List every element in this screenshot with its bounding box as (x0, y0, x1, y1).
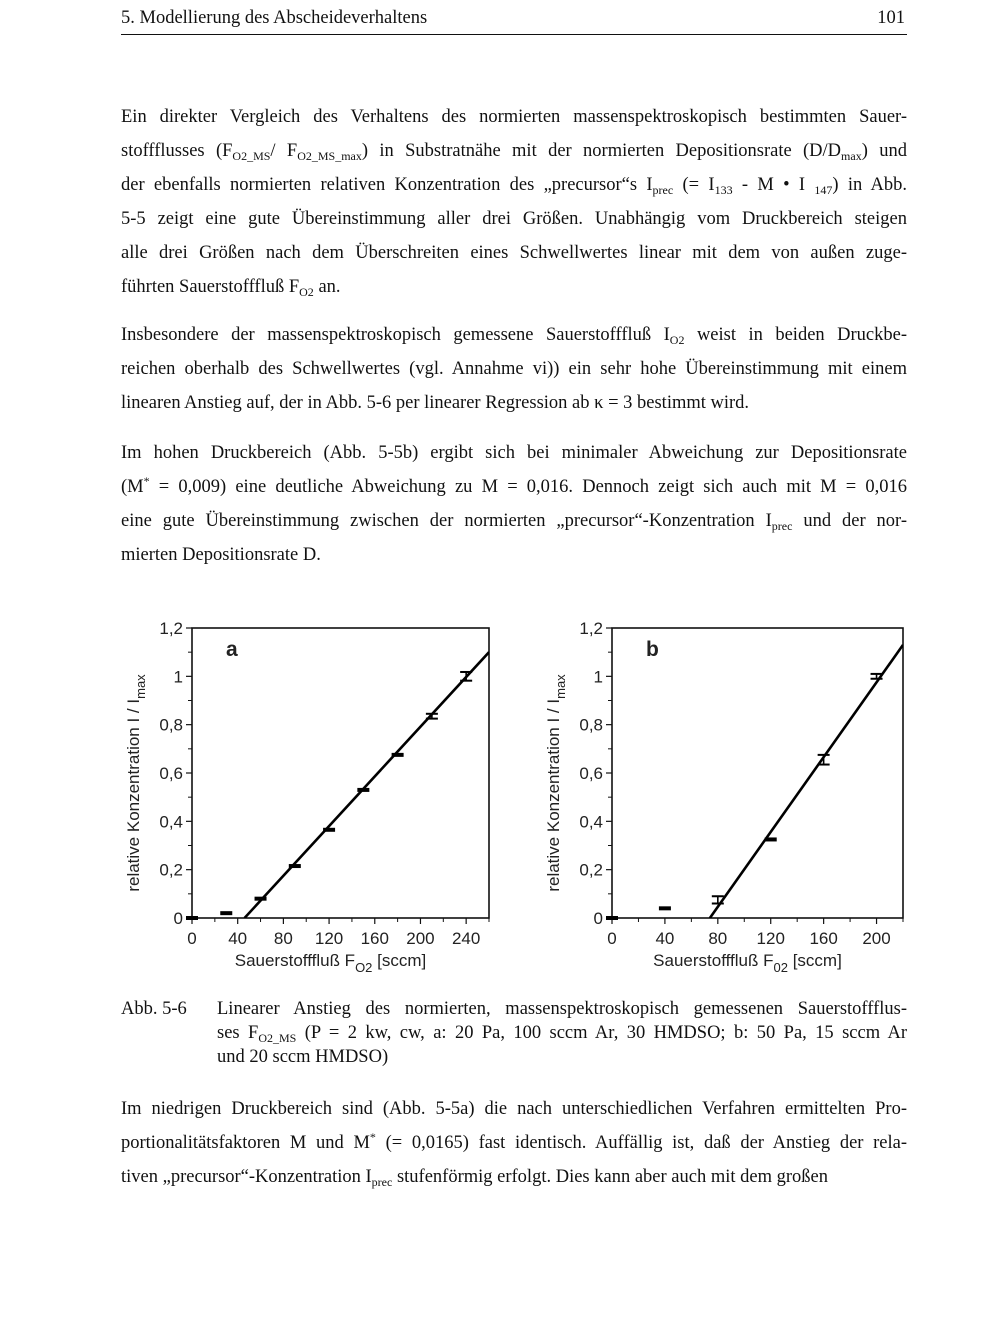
text-line (217, 997, 907, 1021)
subscript: O2_MS (258, 1031, 297, 1045)
text-line (121, 504, 907, 538)
x-tick-label: 120 (314, 929, 344, 948)
text-line (121, 134, 907, 168)
data-point (765, 837, 777, 841)
text-line (121, 236, 907, 270)
point-marker (220, 911, 232, 915)
paragraph-1 (121, 100, 907, 304)
x-axis-label (653, 951, 842, 975)
point-marker (255, 897, 267, 901)
text-run: (P = 2 kw, cw, a: 20 Pa, 100 sccm Ar, 30 HMDSO; b: 50 Pa, 15 sccm Ar (296, 1023, 907, 1043)
y-tick-label: 0,2 (579, 860, 603, 880)
text-line (217, 1021, 907, 1045)
text-run: Ein direkter Vergleich des Verhaltens des normierten massenspektroskopisch bestimmten Sauer- (121, 107, 907, 127)
x-axis-label-sub: 02 (773, 960, 788, 975)
text-line (121, 1160, 907, 1194)
chapter-title: 5. Modellierung des Abscheideverhaltens (121, 8, 428, 28)
x-tick-label: 200 (862, 929, 891, 948)
subscript: O2 (669, 333, 685, 347)
data-point (186, 916, 198, 920)
paragraph-4 (121, 1092, 907, 1194)
point-marker (765, 837, 777, 841)
y-tick-label: 0,8 (579, 715, 603, 735)
x-axis-label-main: Sauerstofffluß F (653, 951, 774, 970)
x-tick-label: 200 (406, 929, 435, 948)
data-point (392, 753, 404, 757)
y-tick-label: 0,8 (159, 715, 183, 735)
data-point (289, 864, 301, 868)
text-run: mierten Depositionsrate D. (121, 545, 321, 565)
y-axis-label-sub: max (553, 674, 568, 699)
y-tick-label: 0 (593, 909, 603, 928)
text-run: stufenförmig erfolgt. Dies kann aber auch mit dem großen (392, 1167, 828, 1187)
y-tick-label: 0,2 (159, 860, 183, 880)
subscript: 147 (814, 183, 833, 197)
subscript: prec (652, 183, 674, 197)
superscript: * (369, 1130, 376, 1144)
plot-frame (612, 628, 903, 918)
x-tick-label: 240 (451, 929, 481, 948)
x-tick-label: 80 (708, 929, 728, 948)
y-tick-label: 0,4 (579, 812, 603, 832)
subscript: O2_MS_max (297, 149, 362, 163)
y-tick-label: 1 (173, 667, 183, 687)
point-marker (289, 864, 301, 868)
text-run: und der nor- (792, 511, 907, 531)
chart-b (540, 610, 920, 980)
page-number: 101 (877, 8, 905, 28)
text-line (121, 270, 907, 304)
point-marker (659, 906, 671, 910)
text-run: der ebenfalls normierten relativen Konzentration des „precursor“s I (121, 175, 653, 195)
text-line (121, 202, 907, 236)
x-tick-label: 160 (809, 929, 838, 948)
x-tick-label: 0 (187, 929, 197, 948)
y-axis-label-sub: max (133, 674, 148, 699)
text-run: = 0,009) eine deutliche Abweichung zu M = 0,016. Dennoch zeigt sich auch mit M = 0,016 (149, 477, 907, 497)
point-marker (323, 828, 335, 832)
text-run: Im niedrigen Druckbereich sind (Abb. 5-5a) die nach unterschiedlichen Verfahren ermittelten Pro- (121, 1099, 907, 1119)
data-point (659, 906, 671, 910)
text-line (121, 436, 907, 470)
text-run: stoffflusses (F (121, 141, 233, 161)
text-run: ses F (217, 1023, 259, 1043)
figure-label: Abb. 5-6 (121, 999, 187, 1019)
text-run: linearen Anstieg auf, der in Abb. 5-6 per linearer Regression ab κ = 3 bestimmt wird. (121, 393, 750, 413)
x-axis-label-unit: [sccm] (372, 951, 427, 970)
text-run: ) in Substratnähe mit der normierten Depositionsrate (D/D (361, 141, 842, 161)
text-run: ) in Abb. (832, 175, 907, 195)
text-run: Im hohen Druckbereich (Abb. 5-5b) ergibt sich bei minimaler Abweichung zur Depositionsrate (121, 443, 907, 463)
x-tick-label: 40 (655, 929, 675, 948)
point-marker (357, 788, 369, 792)
paragraph-2 (121, 318, 907, 420)
text-line (121, 1092, 907, 1126)
x-tick-label: 80 (273, 929, 293, 948)
y-tick-label: 1,2 (159, 619, 183, 638)
superscript: * (143, 474, 150, 488)
y-tick-label: 0 (173, 909, 183, 928)
panel-label: b (646, 638, 659, 661)
point-marker (392, 753, 404, 757)
x-axis-label-main: Sauerstofffluß F (234, 951, 356, 970)
running-header (121, 6, 907, 35)
data-point (606, 916, 618, 920)
text-run: (= I (673, 175, 715, 195)
y-axis-label (544, 674, 568, 892)
y-tick-label: 0,4 (159, 812, 183, 832)
data-point (255, 897, 267, 901)
data-point (357, 788, 369, 792)
text-run: führten Sauerstofffluß F (121, 277, 300, 297)
x-axis-label-sub: O2 (355, 960, 373, 975)
text-line (121, 168, 907, 202)
text-line (121, 352, 907, 386)
x-tick-label: 40 (228, 929, 248, 948)
regression-line (710, 645, 903, 918)
panel-label: a (226, 638, 238, 661)
subscript: max (841, 149, 862, 163)
text-run: an. (313, 277, 341, 297)
text-run: 5-5 zeigt eine gute Übereinstimmung aller drei Größen. Unabhängig vom Druckbereich steigen (121, 209, 907, 229)
y-axis-label-main: relative Konzentration I / I (544, 698, 563, 892)
text-line (121, 470, 907, 504)
x-tick-label: 120 (756, 929, 785, 948)
x-tick-label: 0 (607, 929, 617, 948)
text-line (121, 318, 907, 352)
y-tick-label: 0,6 (159, 764, 183, 783)
text-run: tiven „precursor“-Konzentration I (121, 1167, 372, 1187)
y-tick-label: 0,6 (579, 764, 603, 783)
figure-caption-text (217, 997, 907, 1069)
text-run: (= 0,0165) fast identisch. Auffällig ist, daß der Anstieg der rela- (375, 1133, 907, 1153)
text-run: eine gute Übereinstimmung zwischen der normierten „precursor“-Konzentration I (121, 511, 772, 531)
chart-a (120, 610, 510, 980)
plot-frame (192, 628, 489, 918)
data-point (426, 714, 438, 719)
subscript: prec (771, 519, 793, 533)
regression-line (245, 652, 489, 918)
text-run: Insbesondere der massenspektroskopisch gemessene Sauerstofffluß I (121, 325, 670, 345)
text-line (121, 538, 907, 572)
text-run: weist in beiden Druckbe- (684, 325, 907, 345)
text-line (121, 386, 907, 420)
text-run: ) und (861, 141, 907, 161)
subscript: 133 (714, 183, 733, 197)
data-point (323, 828, 335, 832)
text-line (121, 1126, 907, 1160)
point-marker (186, 916, 198, 920)
point-marker (606, 916, 618, 920)
text-run: / F (270, 141, 298, 161)
x-tick-label: 160 (360, 929, 389, 948)
text-line (217, 1045, 907, 1069)
subscript: O2_MS (232, 149, 271, 163)
y-axis-label (124, 674, 148, 892)
text-run: - M • I (732, 175, 815, 195)
text-run: portionalitätsfaktoren M und M (121, 1133, 370, 1153)
paragraph-3 (121, 436, 907, 572)
y-tick-label: 1 (593, 667, 603, 687)
data-point (220, 911, 232, 915)
text-run: alle drei Größen nach dem Überschreiten eines Schwellwertes linear mit dem von außen zuge- (121, 243, 907, 263)
subscript: O2 (299, 285, 314, 299)
y-axis-label-main: relative Konzentration I / I (124, 698, 143, 892)
text-run: reichen oberhalb des Schwellwertes (vgl. Annahme vi)) ein sehr hohe Übereinstimmung mit einem (121, 359, 907, 379)
text-run: und 20 sccm HMDSO) (217, 1047, 389, 1067)
y-tick-label: 1,2 (579, 619, 603, 638)
subscript: prec (371, 1175, 393, 1189)
x-axis-label (235, 951, 427, 975)
text-run: (M (121, 477, 144, 497)
x-axis-label-unit: [sccm] (787, 951, 842, 970)
text-line (121, 100, 907, 134)
text-run: Linearer Anstieg des normierten, massenspektroskopisch gemessenen Sauerstoffflus- (217, 999, 907, 1019)
